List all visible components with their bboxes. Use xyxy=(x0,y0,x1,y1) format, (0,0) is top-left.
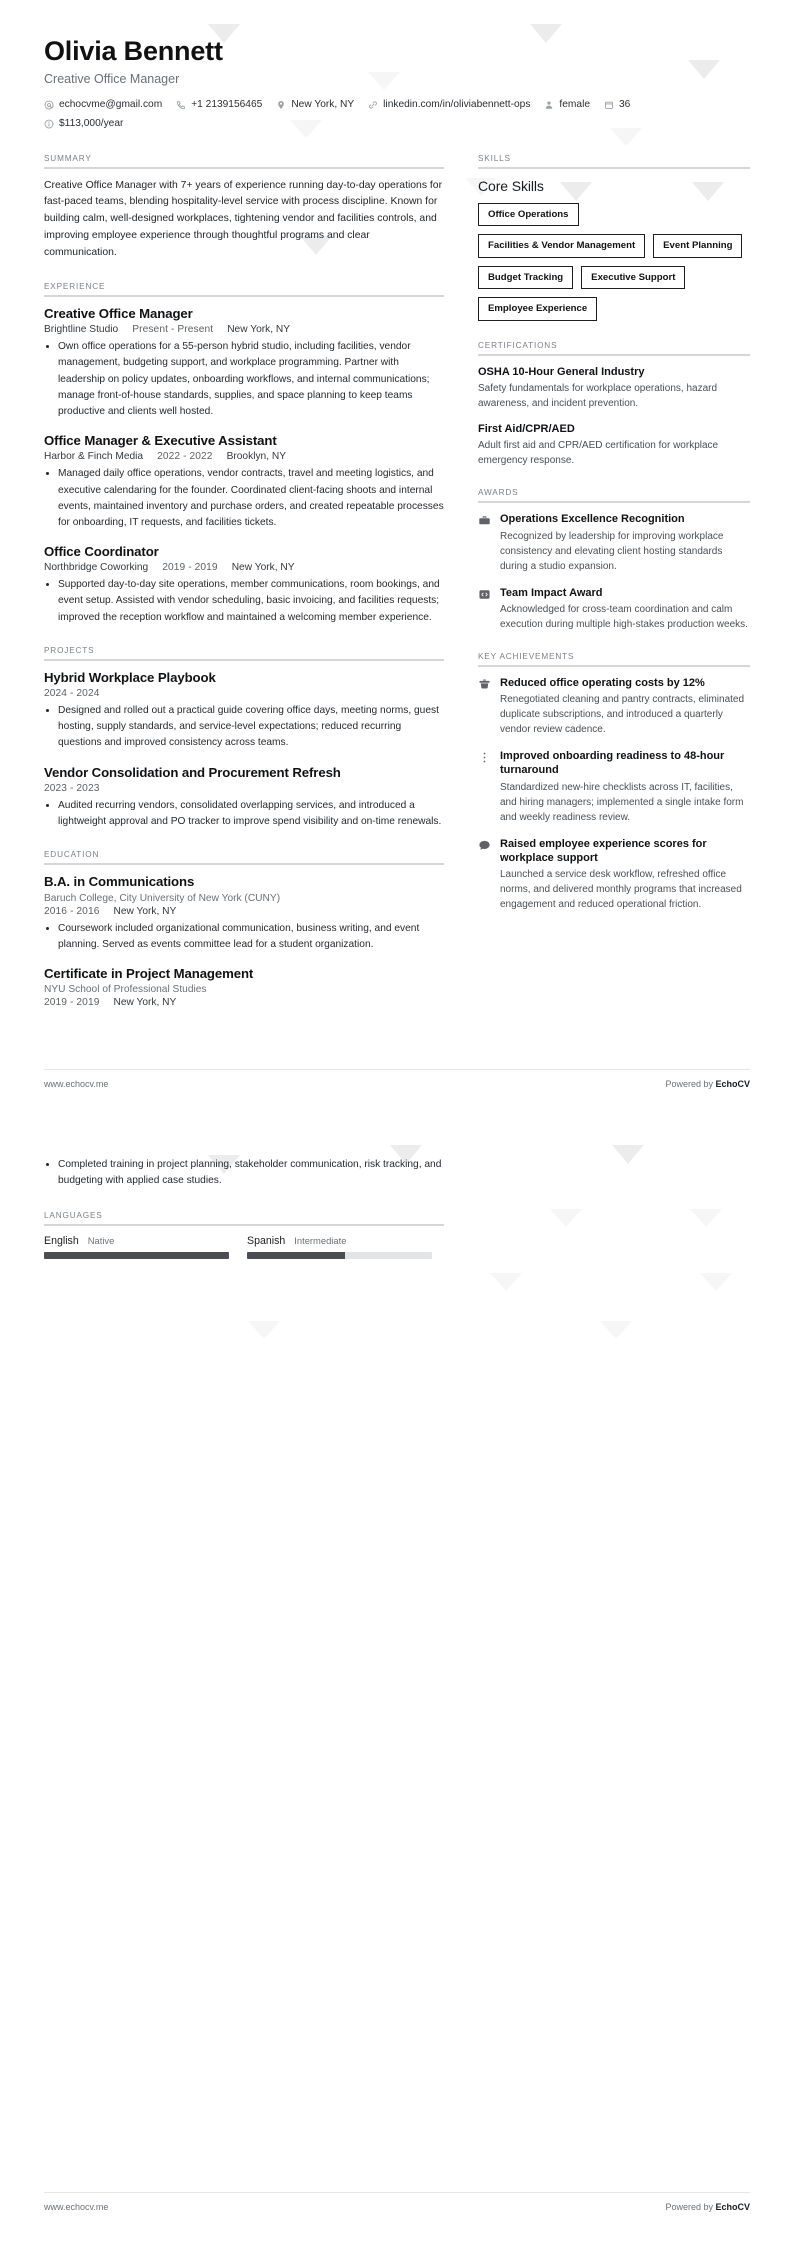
entry-meta xyxy=(44,906,444,917)
certification-description: Adult first aid and CPR/AED certification for workplace emergency response. xyxy=(478,440,719,467)
award-description: Acknowledged for cross-team coordination and calm execution during multiple high-stakes production weeks. xyxy=(500,603,748,630)
language-level: Intermediate xyxy=(294,1235,347,1247)
bullet-item: • Audited recurring vendors, consolidated overlapping services, and introduced a lightweight approval and PO tracker to improve spend visibility and on-time renewals. xyxy=(58,798,444,830)
code-icon xyxy=(478,588,491,601)
entry-bullets xyxy=(44,466,444,530)
contact-salary-text: $113,000/year xyxy=(59,118,124,130)
bullet-item: • Managed daily office operations, vendor contracts, travel and meeting logistics, and executive calendaring for the founder. Coordinated client-facing shoots and internal events, maintained inventory and purchase orders, and created repeatable processes for onboarding, IT requests, and facilities tickets. xyxy=(58,466,444,530)
entry-location: New York, NY xyxy=(231,562,295,574)
contact-gender-text: female xyxy=(559,99,590,111)
footer-powered-by-text: Powered by xyxy=(665,1079,716,1089)
entry-bullets xyxy=(44,577,444,625)
entry-dates: 2016 - 2016 xyxy=(44,905,100,917)
entry-meta xyxy=(44,324,444,335)
contact-linkedin[interactable] xyxy=(368,97,530,112)
award-item xyxy=(478,586,750,632)
chat-bubble-icon xyxy=(478,839,491,852)
project-entry xyxy=(44,670,444,752)
entry-dates: 2024 - 2024 xyxy=(44,688,100,700)
skill-chip: Executive Support xyxy=(581,266,685,290)
entry-meta xyxy=(44,562,444,573)
language-header xyxy=(247,1235,432,1247)
professional-headline: Creative Office Manager xyxy=(44,72,180,87)
bullet-item: • Own office operations for a 55-person hybrid studio, including facilities, vendor management, budgeting support, and workplace programming. Partner with leadership on policy updates, onboarding workflows, and internal communications; manage front-of-house standards, supplies, and space planning to keep teams productive and clients well hosted. xyxy=(58,339,444,420)
bullet-item: • Designed and rolled out a practical guide covering office days, meeting norms, guest hosting, supply standards, and service-level expectations; reduced recurring questions and improved consistency across teams. xyxy=(58,703,444,751)
entry-dates: 2019 - 2019 xyxy=(44,997,100,1009)
entry-bullets xyxy=(44,798,444,830)
decorative-triangle-icon xyxy=(248,1321,280,1339)
section-awards xyxy=(478,488,750,632)
entry-dates: 2019 - 2019 xyxy=(162,562,218,574)
entry-institution: Baruch College, City University of New York (CUNY) xyxy=(44,892,281,904)
decorative-triangle-icon xyxy=(600,1321,632,1339)
entry-title: Vendor Consolidation and Procurement Refresh xyxy=(44,764,341,780)
resume-body xyxy=(44,154,750,1029)
section-key-achievements xyxy=(478,652,750,912)
phone-icon xyxy=(176,100,186,110)
entry-title: Office Manager & Executive Assistant xyxy=(44,432,277,448)
section-divider xyxy=(44,659,444,661)
language-list xyxy=(44,1235,444,1259)
language-item xyxy=(247,1235,432,1259)
entry-organization: Brightline Studio xyxy=(44,324,119,336)
contact-location-text: New York, NY xyxy=(291,99,355,111)
section-label-summary: SUMMARY xyxy=(44,153,92,163)
bullet-item: • Supported day-to-day site operations, member communications, room bookings, and event setup. Assisted with vendor scheduling, basic invoicing, and facilities requests; improved the reception workflow and maintained a welcoming member experience. xyxy=(58,577,444,625)
section-divider xyxy=(478,665,750,667)
entry-institution: NYU School of Professional Studies xyxy=(44,984,207,996)
section-certifications xyxy=(478,341,750,469)
education-entry xyxy=(44,966,444,1009)
section-label-experience: EXPERIENCE xyxy=(44,281,106,291)
entry-dates: Present - Present xyxy=(132,324,214,336)
contact-list xyxy=(44,97,750,132)
achievement-description: Renegotiated cleaning and pantry contracts, eliminated duplicate subscriptions, and introduced a quarterly vendor review cadence. xyxy=(500,694,745,736)
section-divider xyxy=(44,295,444,297)
experience-entry xyxy=(44,433,444,531)
contact-linkedin-text: linkedin.com/in/oliviabennett-ops xyxy=(383,99,531,111)
achievement-item xyxy=(478,837,750,913)
experience-entry xyxy=(44,544,444,626)
award-description: Recognized by leadership for improving workplace consistency and elevating client hosting standards during a studio expansion. xyxy=(500,530,724,572)
entry-location: Brooklyn, NY xyxy=(226,451,287,463)
skill-chip: Event Planning xyxy=(653,234,742,258)
section-skills xyxy=(478,154,750,321)
section-label-certifications: CERTIFICATIONS xyxy=(478,340,558,350)
section-divider xyxy=(44,167,444,169)
footer-powered-by-text: Powered by xyxy=(665,2202,716,2212)
skills-group-title: Core Skills xyxy=(478,177,544,194)
education-entry xyxy=(44,874,444,953)
certification-title: OSHA 10-Hour General Industry xyxy=(478,365,645,378)
entry-location: New York, NY xyxy=(113,997,177,1009)
location-pin-icon xyxy=(276,100,286,110)
section-divider xyxy=(478,354,750,356)
section-divider xyxy=(478,167,750,169)
entry-meta xyxy=(44,688,444,699)
person-icon xyxy=(544,100,554,110)
entry-organization: Northbridge Coworking xyxy=(44,562,149,574)
language-level: Native xyxy=(87,1235,115,1247)
entry-bullets xyxy=(44,703,444,751)
contact-age xyxy=(604,97,630,112)
certification-item xyxy=(478,422,750,468)
achievement-description: Launched a service desk workflow, refreshed office norms, and delivered monthly programs that increased engagement and reduced operational friction. xyxy=(500,869,742,911)
section-projects xyxy=(44,646,444,831)
skill-chip-list xyxy=(478,203,750,321)
section-summary xyxy=(44,154,444,262)
entry-title: Hybrid Workplace Playbook xyxy=(44,669,216,685)
email-icon xyxy=(44,100,54,110)
language-header xyxy=(44,1235,229,1247)
section-education xyxy=(44,850,444,1008)
entry-title: Certificate in Project Management xyxy=(44,965,254,981)
certification-title: First Aid/CPR/AED xyxy=(478,422,575,435)
achievement-title: Raised employee experience scores for workplace support xyxy=(500,837,707,865)
section-divider xyxy=(44,863,444,865)
certification-description: Safety fundamentals for workplace operations, hazard awareness, and incident prevention. xyxy=(478,382,718,409)
award-title: Team Impact Award xyxy=(500,586,603,599)
entry-title: Creative Office Manager xyxy=(44,305,193,321)
section-divider xyxy=(478,501,750,503)
contact-email[interactable] xyxy=(44,97,162,112)
achievement-title: Reduced office operating costs by 12% xyxy=(500,676,705,689)
contact-gender xyxy=(544,97,590,112)
contact-salary xyxy=(44,116,750,131)
decorative-triangle-icon xyxy=(490,1273,522,1291)
section-label-awards: AWARDS xyxy=(478,488,519,498)
resume-header xyxy=(44,36,750,132)
language-item xyxy=(44,1235,229,1259)
entry-bullets xyxy=(44,339,444,420)
contact-phone[interactable] xyxy=(176,97,262,112)
language-proficiency-fill xyxy=(44,1252,229,1259)
achievement-item xyxy=(478,749,750,825)
achievement-item xyxy=(478,676,750,737)
skill-chip: Office Operations xyxy=(478,203,579,227)
more-vertical-icon xyxy=(478,751,491,764)
section-label-key-achievements: KEY ACHIEVEMENTS xyxy=(478,651,575,661)
section-languages xyxy=(44,1211,444,1259)
bullet-item: • Coursework included organizational communication, business writing, and event planning. Served as events committee lead for a student organization. xyxy=(58,921,444,953)
trash-icon xyxy=(478,678,491,691)
section-label-languages: LANGUAGES xyxy=(44,1211,103,1221)
footer-site-url[interactable]: www.echocv.me xyxy=(44,2202,109,2212)
entry-bullets xyxy=(44,921,444,953)
left-column xyxy=(44,154,444,1029)
language-name: Spanish xyxy=(247,1235,286,1248)
entry-dates: 2023 - 2023 xyxy=(44,783,100,794)
entry-meta xyxy=(44,783,444,794)
project-entry xyxy=(44,765,444,831)
page-footer xyxy=(44,1069,750,1089)
achievement-description: Standardized new-hire checklists across IT, facilities, and hiring managers; implemented a single intake form and weekly readiness review. xyxy=(500,781,744,823)
info-icon xyxy=(44,119,54,129)
language-name: English xyxy=(44,1235,79,1248)
contact-age-text: 36 xyxy=(619,99,631,111)
language-proficiency-bar xyxy=(44,1252,229,1259)
right-column xyxy=(478,154,750,933)
resume-page-2 xyxy=(0,1123,794,2246)
entry-title: Office Coordinator xyxy=(44,543,159,559)
award-item xyxy=(478,512,750,573)
skill-chip: Facilities & Vendor Management xyxy=(478,234,645,258)
section-label-education: EDUCATION xyxy=(44,850,100,860)
footer-brand-name: EchoCV xyxy=(715,2202,750,2212)
link-icon xyxy=(368,100,378,110)
bullet-item: • Completed training in project planning, stakeholder communication, risk tracking, and budgeting with applied case studies. xyxy=(58,1157,444,1189)
language-proficiency-bar xyxy=(247,1252,432,1259)
decorative-triangle-icon xyxy=(700,1273,732,1291)
footer-brand xyxy=(665,1079,750,1089)
briefcase-icon xyxy=(478,514,491,527)
achievement-title: Improved onboarding readiness to 48-hour turnaround xyxy=(500,750,725,777)
entry-organization: Harbor & Finch Media xyxy=(44,451,144,463)
contact-location xyxy=(276,97,354,112)
entry-meta xyxy=(44,997,444,1008)
page2-left-column xyxy=(44,1157,444,1259)
section-experience xyxy=(44,282,444,626)
page-title: Olivia Bennett xyxy=(44,36,223,66)
skill-chip: Budget Tracking xyxy=(478,266,573,290)
section-label-skills: SKILLS xyxy=(478,153,511,163)
certification-item xyxy=(478,365,750,411)
contact-phone-text: +1 2139156465 xyxy=(191,99,263,111)
skill-chip: Employee Experience xyxy=(478,297,597,321)
entry-title: B.A. in Communications xyxy=(44,874,195,890)
page-footer xyxy=(44,2192,750,2212)
entry-location: New York, NY xyxy=(227,324,291,336)
section-divider xyxy=(44,1224,444,1226)
language-proficiency-fill xyxy=(247,1252,345,1259)
footer-brand xyxy=(665,2202,750,2212)
section-label-projects: PROJECTS xyxy=(44,645,95,655)
summary-text: Creative Office Manager with 7+ years of experience running day-to-day operations for fast-paced teams, blending hospitality-level service with process discipline. Known for building calm, well-designed workplaces, tightening vendor and facilities controls, and improving employee experience through thoughtful programs and clear communication. xyxy=(44,179,443,259)
entry-meta xyxy=(44,451,444,462)
experience-entry xyxy=(44,306,444,420)
award-title: Operations Excellence Recognition xyxy=(500,513,685,526)
continued-bullets xyxy=(44,1157,444,1189)
entry-dates: 2022 - 2022 xyxy=(157,451,213,463)
contact-email-text: echocvme@gmail.com xyxy=(59,99,163,111)
footer-site-url[interactable]: www.echocv.me xyxy=(44,1079,109,1089)
footer-brand-name: EchoCV xyxy=(715,1079,750,1089)
calendar-icon xyxy=(604,100,614,110)
entry-location: New York, NY xyxy=(113,905,177,917)
